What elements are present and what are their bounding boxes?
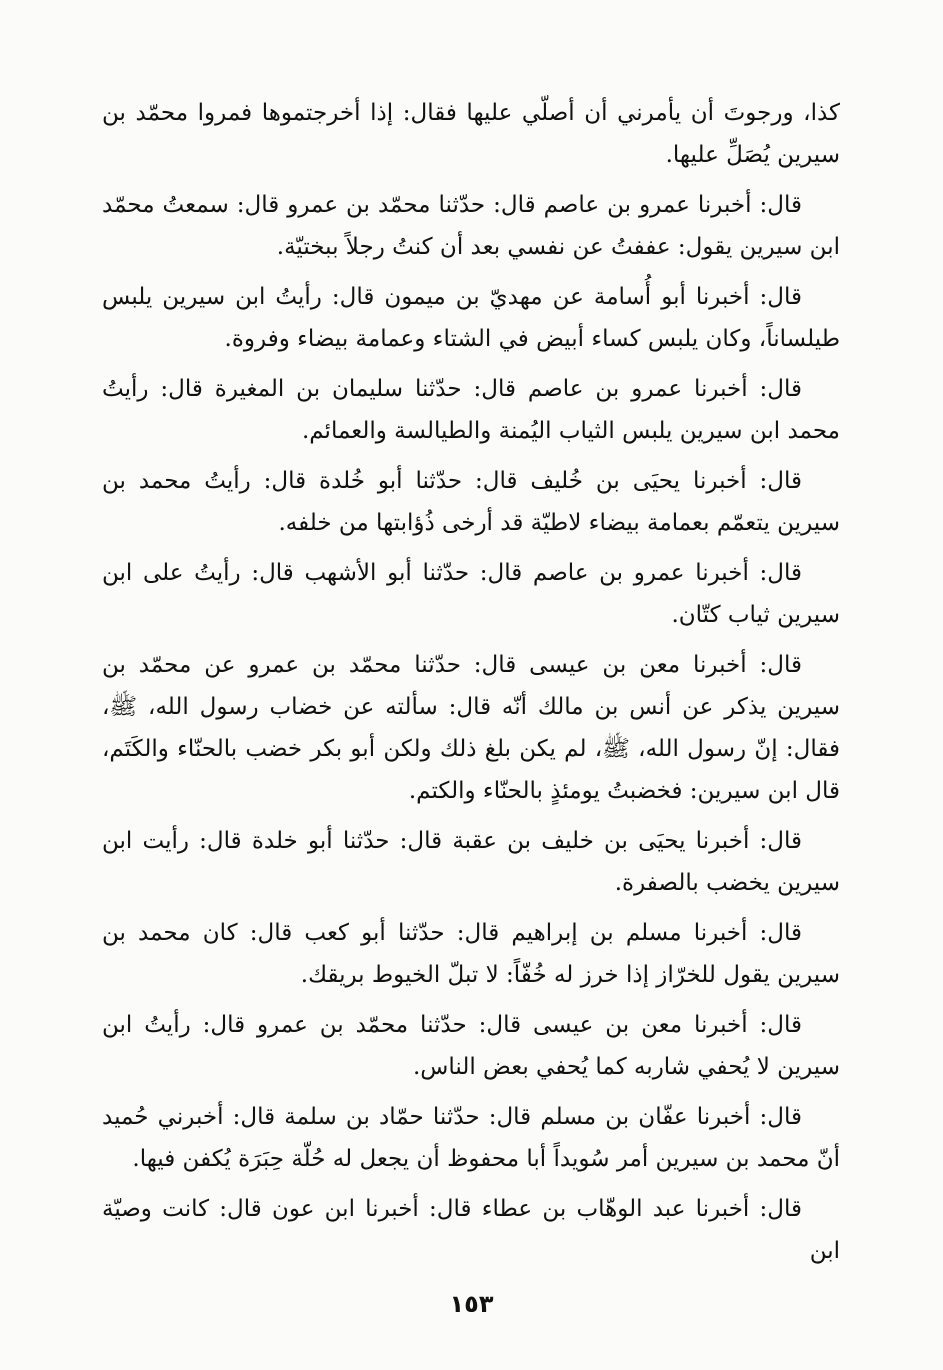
paragraph: قال: أخبرنا عفّان بن مسلم قال: حدّثنا حمّاد بن سلمة قال: أخبرني حُميد أنّ محمد بن سيرين أمر سُويداً أبا محفوظ أن يجعل له حُلّة حِبَرَة يُكفن فيها. [102,1104,840,1172]
paragraph: قال: أخبرنا معن بن عيسى قال: حدّثنا محمّد بن عمرو عن محمّد بن سيرين يذكر عن أنس بن مالك أنّه قال: سألته عن خضاب رسول الله، ﷺ، فقال: إنّ رسول الله، ﷺ، لم يكن بلغ ذلك ولكن أبو بكر خضب بالحنّاء والكَتَم، قال ابن سيرين: فخضبتُ يومئذٍ بالحنّاء والكتم. [102,652,840,804]
paragraph: قال: أخبرنا عمرو بن عاصم قال: حدّثنا محمّد بن عمرو قال: سمعتُ محمّد ابن سيرين يقول: عففتُ عن نفسي بعد أن كنتُ رجلاً ببختيّة. [102,192,840,260]
paragraph: قال: أخبرنا عمرو بن عاصم قال: حدّثنا أبو الأشهب قال: رأيتُ على ابن سيرين ثياب كتّان. [102,560,840,628]
paragraph: قال: أخبرنا أبو أُسامة عن مهديّ بن ميمون قال: رأيتُ ابن سيرين يلبس طيلساناً، وكان يلبس كساء أبيض في الشتاء وعمامة بيضاء وفروة. [102,284,840,352]
paragraph-continuation: كذا، ورجوتَ أن يأمرني أن أصلّي عليها فقال: إذا أخرجتموها فمروا محمّد بن سيرين يُصَلِّ عليها. [102,100,840,168]
page-number: ١٥٣ [449,1290,494,1318]
page-body-text [102,92,840,1280]
paragraph: قال: أخبرنا يحيَى بن خُليف قال: حدّثنا أبو خُلدة قال: رأيتُ محمد بن سيرين يتعمّم بعمامة بيضاء لاطيّة قد أرخى ذُؤابتها من خلفه. [102,468,840,536]
paragraph: قال: أخبرنا عبد الوهّاب بن عطاء قال: أخبرنا ابن عون قال: كانت وصيّة ابن [102,1196,840,1264]
paragraph: قال: أخبرنا معن بن عيسى قال: حدّثنا محمّد بن عمرو قال: رأيتُ ابن سيرين لا يُحفي شاربه كما يُحفي بعض الناس. [102,1012,840,1080]
paragraph: قال: أخبرنا مسلم بن إبراهيم قال: حدّثنا أبو كعب قال: كان محمد بن سيرين يقول للخرّاز إذا خرز له خُفّاً: لا تبلّ الخيوط بريقك. [102,920,840,988]
paragraph: قال: أخبرنا عمرو بن عاصم قال: حدّثنا سليمان بن المغيرة قال: رأيتُ محمد ابن سيرين يلبس الثياب اليُمنة والطيالسة والعمائم. [102,376,840,444]
paragraph: قال: أخبرنا يحيَى بن خليف بن عقبة قال: حدّثنا أبو خلدة قال: رأيت ابن سيرين يخضب بالصفرة. [102,828,840,896]
